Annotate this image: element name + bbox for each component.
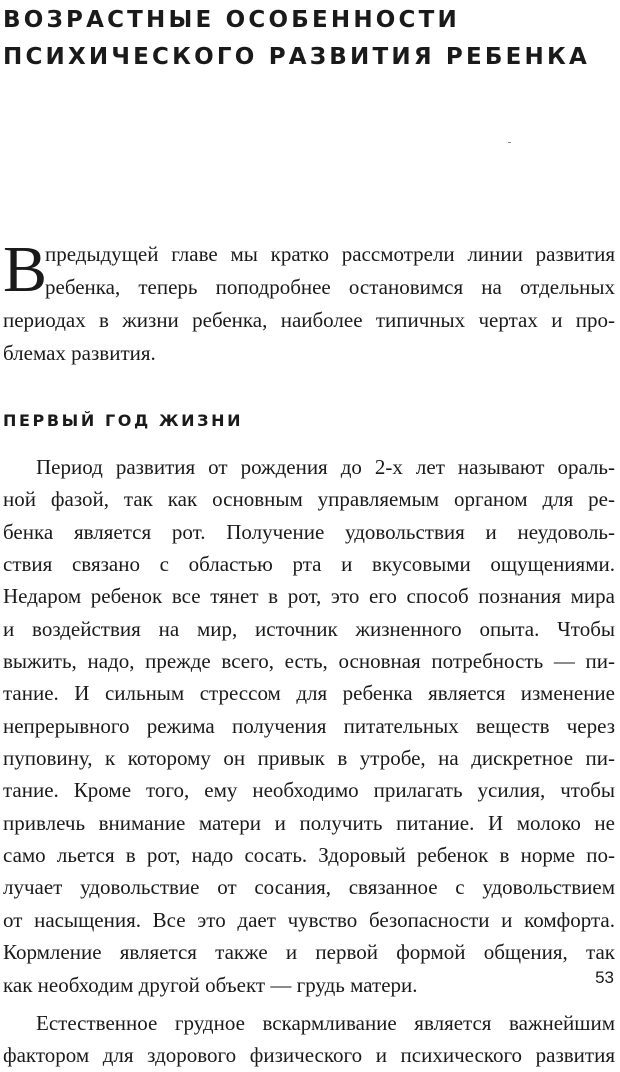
text-line: выжить, надо, прежде всего, есть, основная потребность — пи- <box>3 649 615 674</box>
intro-line: ребенка, теперь поподробнее остановимся на отдельных <box>45 275 615 299</box>
text-line: ной фазой, так как основным управляемым органом для ре- <box>3 487 615 512</box>
text-line: тание. Кроме того, ему необходимо прилагать усилия, чтобы <box>3 778 615 803</box>
text-line: бенка является рот. Получение удовольствия и неудоволь- <box>3 519 615 544</box>
page-number: 53 <box>595 968 614 987</box>
text-line: Кормление является также и первой формой общения, так <box>3 940 615 965</box>
chapter-title <box>3 2 603 76</box>
text-line: само льется в рот, надо сосать. Здоровый ребенок в норме по- <box>3 843 615 868</box>
text-line: ствия связано с областью рта и вкусовыми ощущениями. <box>3 552 615 577</box>
body-text <box>3 451 615 1072</box>
text-line: фактором для здорового физического и психического развития <box>3 1043 615 1068</box>
intro-line: периодах в жизни ребенка, наиболее типичных чертах и про- <box>3 308 615 332</box>
intro-paragraph <box>3 233 615 370</box>
text-line: как необходим другой объект — грудь матери. <box>3 972 418 997</box>
text-line: Период развития от рождения до 2-х лет называют ораль- <box>36 455 615 479</box>
text-line: и воздействия на мир, источник жизненного опыта. Чтобы <box>3 616 615 641</box>
text-line: непрерывного режима получения питательных веществ через <box>3 713 615 738</box>
chapter-title-line: ПСИХИЧЕСКОГО РАЗВИТИЯ РЕБЕНКА <box>3 44 590 70</box>
text-line: Недаром ребенок все тянет в рот, это его способ познания мира <box>3 584 615 609</box>
text-line: Естественное грудное вскармливание является важнейшим <box>36 1010 615 1035</box>
text-line: пуповину, к которому он привык в утробе, на дискретное пи- <box>3 746 615 771</box>
text-line: от насыщения. Все это дает чувство безопасности и комфорта. <box>3 907 615 932</box>
text-line: тание. И сильным стрессом для ребенка является изменение <box>3 681 615 706</box>
section-title: ПЕРВЫЙ ГОД ЖИЗНИ <box>3 411 244 430</box>
drop-cap: В <box>3 233 48 306</box>
intro-line: предыдущей главе мы кратко рассмотрели линии развития <box>45 242 615 266</box>
chapter-title-line: ВОЗРАСТНЫЕ ОСОБЕННОСТИ <box>3 7 460 33</box>
intro-line: блемах развития. <box>3 341 156 365</box>
text-line: лучает удовольствие от сосания, связанное с удовольствием <box>3 875 615 900</box>
text-line: привлечь внимание матери и получить питание. И молоко не <box>3 810 615 835</box>
scan-speck <box>508 142 511 143</box>
